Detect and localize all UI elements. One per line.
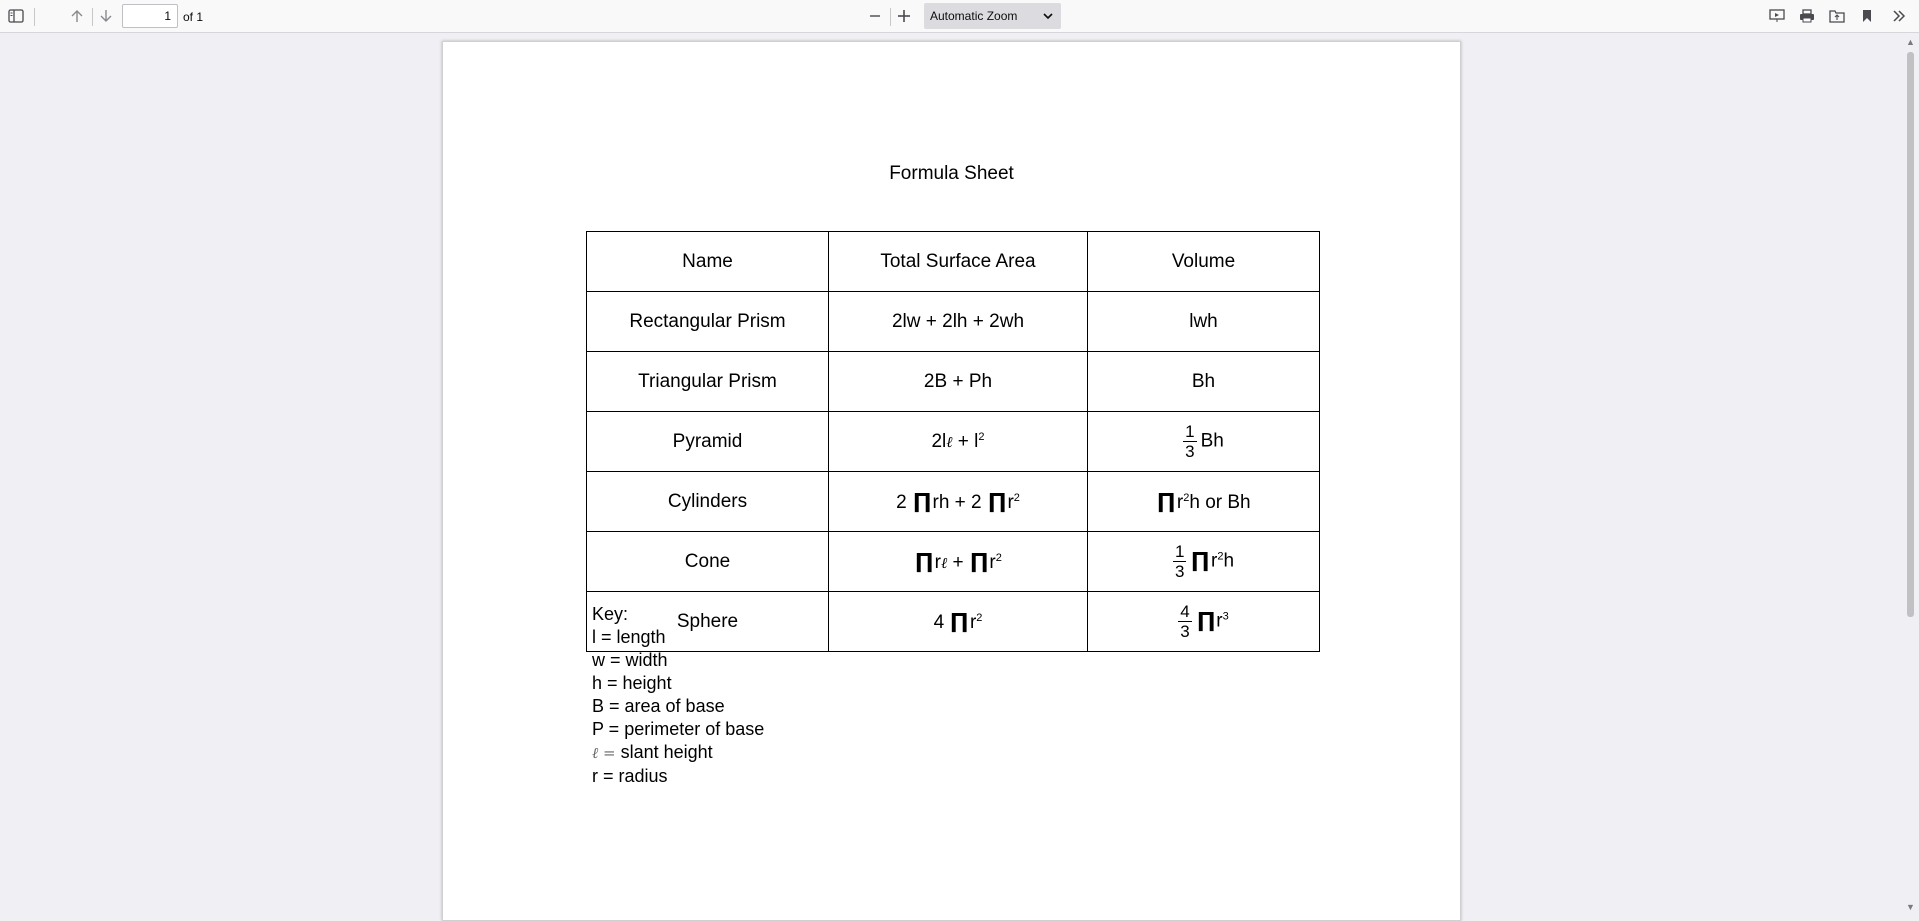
table-row bbox=[587, 472, 1320, 532]
row-surface-area: 2B + Ph bbox=[829, 352, 1088, 412]
fraction: $\frac{1}{3}$ bbox=[1174, 542, 1185, 581]
print-icon[interactable] bbox=[1794, 4, 1820, 28]
zoom-in-icon[interactable] bbox=[891, 4, 917, 28]
fraction: $\frac{1}{3}$ bbox=[1185, 422, 1195, 461]
table-row bbox=[587, 412, 1320, 472]
page-number-input[interactable] bbox=[122, 4, 178, 28]
zoom-select[interactable] bbox=[924, 3, 1061, 29]
open-file-icon[interactable] bbox=[1824, 4, 1850, 28]
row-volume: $\frac{1}{3}$ Bh bbox=[1088, 412, 1320, 472]
key-legend bbox=[592, 603, 764, 788]
row-surface-area: 2 ∏rh + 2 $\prod r^2$ bbox=[829, 472, 1088, 532]
row-volume: lwh bbox=[1088, 292, 1320, 352]
header-surface-area: Total Surface Area bbox=[829, 232, 1088, 292]
row-volume: $\prod r^2h$ or Bh bbox=[1088, 472, 1320, 532]
zoom-out-icon[interactable] bbox=[862, 4, 888, 28]
presentation-mode-icon[interactable] bbox=[1764, 4, 1790, 28]
row-volume: $\frac{1}{3}$ $\prod r^2h$ bbox=[1088, 532, 1320, 592]
row-name: Pyramid bbox=[587, 412, 829, 472]
key-line: h = height bbox=[592, 673, 672, 693]
row-surface-area: ∏rℓ + $\prod r^2$ bbox=[829, 532, 1088, 592]
scroll-down-icon[interactable]: ▼ bbox=[1906, 902, 1915, 912]
key-line: ℓ = slant height bbox=[592, 742, 713, 762]
row-surface-area: 2lℓ + $l^2$ bbox=[829, 412, 1088, 472]
table-header-row bbox=[587, 232, 1320, 292]
next-page-icon[interactable] bbox=[93, 4, 119, 28]
table-row bbox=[587, 532, 1320, 592]
table-row bbox=[587, 352, 1320, 412]
row-name: Triangular Prism bbox=[587, 352, 829, 412]
row-name: Cone bbox=[587, 532, 829, 592]
key-line: w = width bbox=[592, 650, 668, 670]
key-line: B = area of base bbox=[592, 696, 725, 716]
key-line: P = perimeter of base bbox=[592, 719, 765, 739]
scrollbar-thumb[interactable] bbox=[1907, 52, 1914, 617]
key-line: r = radius bbox=[592, 766, 668, 786]
page-count: of 1 bbox=[183, 10, 204, 24]
pdf-toolbar bbox=[0, 0, 1919, 33]
row-surface-area: 2lw + 2lh + 2wh bbox=[829, 292, 1088, 352]
tools-menu-icon[interactable] bbox=[1886, 4, 1912, 28]
header-volume: Volume bbox=[1088, 232, 1320, 292]
scroll-up-icon[interactable]: ▲ bbox=[1906, 37, 1915, 47]
pdf-page bbox=[442, 41, 1461, 921]
row-surface-area: 4 $\prod r^2$ bbox=[829, 592, 1088, 652]
header-name: Name bbox=[587, 232, 829, 292]
row-name: Sphere bbox=[587, 592, 829, 652]
sidebar-toggle-icon[interactable] bbox=[3, 4, 29, 28]
page-title: Formula Sheet bbox=[889, 163, 1014, 184]
row-name: Cylinders bbox=[587, 472, 829, 532]
row-volume: $\frac{4}{3}$ $\prod r^3$ bbox=[1088, 592, 1320, 652]
row-volume: Bh bbox=[1088, 352, 1320, 412]
bookmark-icon[interactable] bbox=[1854, 4, 1880, 28]
fraction: $\frac{4}{3}$ bbox=[1180, 602, 1190, 641]
vertical-scrollbar[interactable] bbox=[1902, 34, 1919, 915]
table-row bbox=[587, 292, 1320, 352]
key-line: l = length bbox=[592, 627, 666, 647]
row-name: Rectangular Prism bbox=[587, 292, 829, 352]
previous-page-icon[interactable] bbox=[64, 4, 90, 28]
chevron-down-icon bbox=[1043, 10, 1053, 24]
zoom-value: Automatic Zoom bbox=[930, 9, 1018, 23]
formula-table bbox=[586, 231, 1320, 652]
key-title: Key: bbox=[592, 604, 629, 624]
